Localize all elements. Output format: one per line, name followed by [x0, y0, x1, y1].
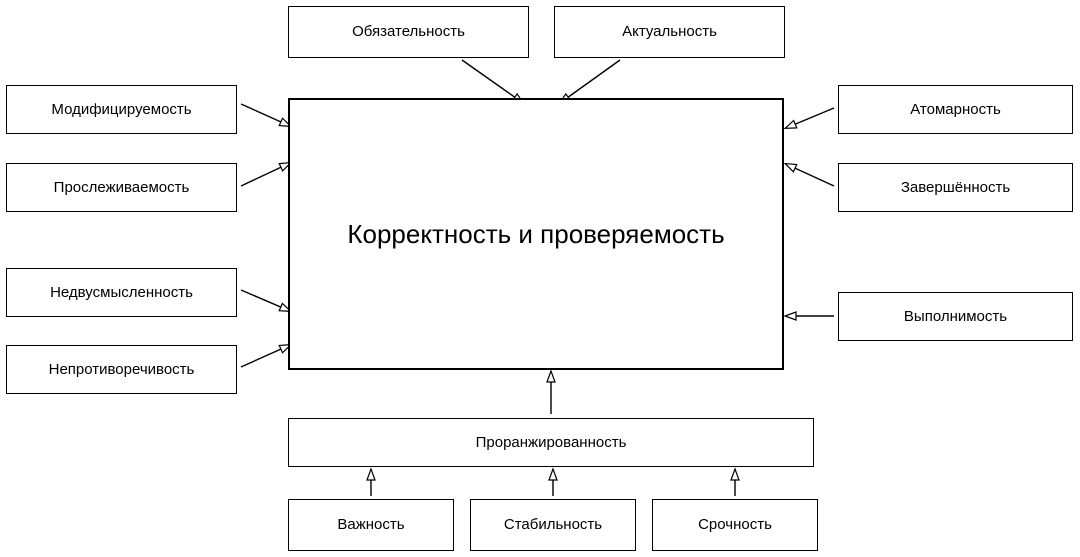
- node-neprotivorechivost: Непротиворечивость: [6, 345, 237, 394]
- node-vypolnimost: Выполнимость: [838, 292, 1073, 341]
- arrow-neprotivorechivost-to-center: [241, 345, 290, 367]
- node-modifitsiruemost: Модифицируемость: [6, 85, 237, 134]
- node-proranzhirovannost: Проранжированность: [288, 418, 814, 467]
- arrow-nedvusmyslennost-to-center: [241, 290, 290, 311]
- arrow-aktualnost-to-center: [560, 60, 620, 103]
- arrow-atomarnost-to-center: [786, 108, 834, 128]
- node-zavershyonnost: Завершённость: [838, 163, 1073, 212]
- node-atomarnost: Атомарность: [838, 85, 1073, 134]
- node-aktualnost: Актуальность: [554, 6, 785, 58]
- arrow-obyazatelnost-to-center: [462, 60, 523, 103]
- node-proslezhivaemost: Прослеживаемость: [6, 163, 237, 212]
- node-stabilnost: Стабильность: [470, 499, 636, 551]
- arrow-proslezhivaemost-to-center: [241, 163, 290, 186]
- node-vazhnost: Важность: [288, 499, 454, 551]
- node-srochnost: Срочность: [652, 499, 818, 551]
- node-obyazatelnost: Обязательность: [288, 6, 529, 58]
- node-korrektnost-i-proveryaemost: Корректность и проверяемость: [288, 98, 784, 370]
- arrow-zavershyonnost-to-center: [786, 164, 834, 186]
- node-nedvusmyslennost: Недвусмысленность: [6, 268, 237, 317]
- arrow-modifitsiruemost-to-center: [241, 104, 290, 126]
